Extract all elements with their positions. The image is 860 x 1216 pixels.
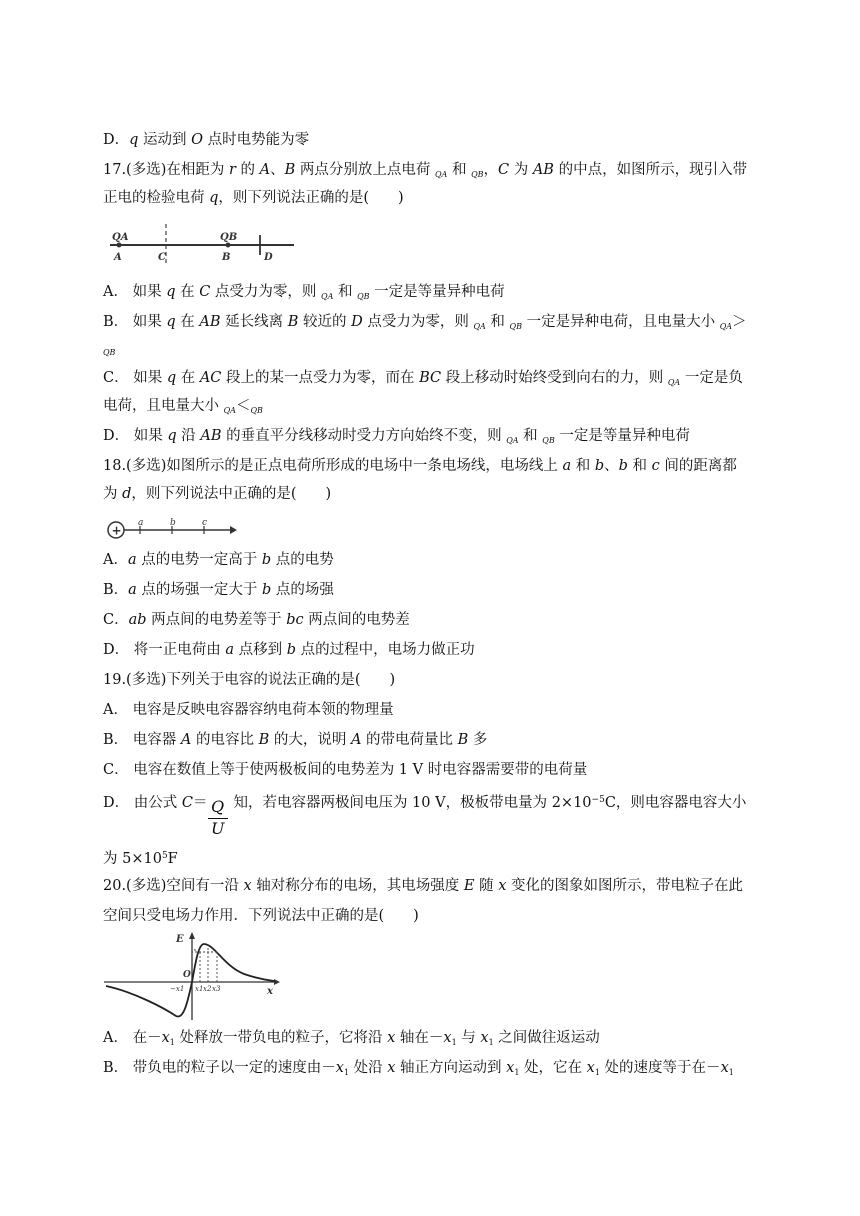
- text: 延长线离: [220, 314, 288, 330]
- text: 沿: [176, 428, 201, 444]
- text: D． 将一正电荷由: [103, 642, 226, 658]
- arrow-head-icon: [230, 526, 237, 534]
- text: q: [167, 428, 177, 444]
- text: 段上的某一点受力为零，而在: [221, 370, 420, 386]
- text: 随: [474, 878, 499, 894]
- text: B: [457, 732, 469, 748]
- question-20-line1: [103, 876, 743, 896]
- label-neg-x1: −x1: [170, 985, 185, 993]
- text: 知，若电容器两极间电压为 10 V，极板带电量为 2×10: [233, 795, 592, 811]
- label-x: x: [267, 986, 273, 997]
- figure-17: [108, 222, 298, 266]
- text: 电荷，且电量大小: [103, 398, 224, 414]
- text: AB: [199, 314, 221, 330]
- text: 正电的检验电荷: [103, 190, 210, 206]
- text: 处，它在: [519, 1060, 587, 1076]
- text: C: [199, 284, 211, 300]
- text: F: [167, 851, 178, 867]
- option-19c: [103, 760, 587, 780]
- text: 点受力为零，则: [210, 284, 322, 300]
- text: C． 如果: [103, 370, 167, 386]
- text: 点的场强: [271, 582, 334, 598]
- text: 较近的: [298, 314, 352, 330]
- text: 处沿: [349, 1060, 388, 1076]
- text: 一定是负: [680, 370, 743, 386]
- option-17c-cont: [103, 396, 263, 421]
- text: B: [258, 732, 270, 748]
- text: A: [350, 732, 362, 748]
- text: 为 5×10: [103, 851, 162, 867]
- text: 和: [518, 428, 543, 444]
- text: QA: [667, 378, 681, 387]
- text: 1: [728, 1068, 734, 1077]
- text: 轴对称分布的电场，其电场强度: [251, 878, 464, 894]
- text: QB: [471, 170, 484, 179]
- text: a: [225, 642, 234, 658]
- text: x: [335, 1060, 344, 1076]
- option-17b-cont: [103, 338, 115, 363]
- text: QB: [509, 322, 522, 331]
- text: c: [651, 458, 660, 474]
- text: 和: [447, 162, 472, 178]
- text: AB: [532, 162, 554, 178]
- label-d: D: [264, 252, 273, 263]
- text: q: [166, 370, 177, 386]
- text: 的带电荷量比: [361, 732, 458, 748]
- fraction-denominator: U: [211, 819, 225, 838]
- text: 处的速度等于在－: [599, 1060, 721, 1076]
- text: ＞: [732, 314, 747, 330]
- text: 1: [594, 1068, 600, 1077]
- text: 17.(多选)在相距为: [103, 162, 229, 178]
- text: 1: [488, 1038, 494, 1047]
- text: 一定是等量异种电荷: [554, 428, 690, 444]
- text: QA: [435, 170, 448, 179]
- option-20b: [103, 1058, 734, 1083]
- text: 运动到: [138, 132, 192, 148]
- option-20a: [103, 1028, 600, 1053]
- text: x: [243, 878, 252, 894]
- text: x: [387, 1060, 396, 1076]
- option-18a: [103, 550, 334, 570]
- text: O: [191, 132, 204, 148]
- text: 轴正方向运动到: [395, 1060, 507, 1076]
- text: B． 如果: [103, 314, 167, 330]
- text: 和: [571, 458, 595, 474]
- text: C．: [103, 612, 129, 628]
- text: AC: [199, 370, 222, 386]
- text: x: [443, 1030, 452, 1046]
- text: ，则下列说法中正确的是( ): [131, 486, 332, 502]
- label-a: A: [114, 252, 122, 263]
- text: x: [720, 1060, 729, 1076]
- text: q: [209, 190, 219, 206]
- text: 变化的图象如图所示，带电粒子在此: [506, 878, 743, 894]
- option-19d-cont: [103, 846, 178, 869]
- text: A．: [103, 552, 128, 568]
- text: A． 电容是反映电容器容纳电荷本领的物理量: [103, 702, 394, 718]
- option-17d: [103, 426, 690, 451]
- text: x: [387, 1030, 396, 1046]
- text: r: [228, 162, 236, 178]
- text: 19.(多选)下列关于电容的说法正确的是( ): [103, 672, 396, 688]
- label-c: c: [202, 518, 208, 528]
- figure-20: [104, 930, 280, 1022]
- text: QB: [357, 292, 370, 301]
- text: b: [286, 642, 297, 658]
- text: 在: [175, 314, 200, 330]
- text: 为: [509, 162, 533, 178]
- question-18-line2: [103, 484, 331, 504]
- text: b: [262, 582, 272, 598]
- text: 、: [604, 458, 619, 474]
- text: 点受力为零，则: [362, 314, 474, 330]
- option-19b: [103, 730, 487, 750]
- text: B． 电容器: [103, 732, 181, 748]
- text: ＝: [192, 795, 208, 811]
- text: x: [498, 878, 507, 894]
- text: 5: [161, 851, 168, 861]
- text: q: [166, 314, 176, 330]
- text: 段上移动时始终受到向右的力，则: [441, 370, 668, 386]
- text: 的垂直平分线移动时受力方向始终不变，则: [221, 428, 507, 444]
- option-18b: [103, 580, 334, 600]
- question-20-line2: [103, 906, 419, 926]
- text: x: [586, 1060, 595, 1076]
- text: D: [351, 314, 363, 330]
- option-18d: [103, 640, 475, 660]
- text: QB: [542, 436, 555, 445]
- text: 的中点，如图所示，现引入带: [553, 162, 748, 178]
- text: ，: [483, 162, 498, 178]
- fraction-numerator: Q: [211, 797, 225, 816]
- text: a: [562, 458, 572, 474]
- text: 多: [468, 732, 488, 748]
- text: 点的电势一定高于: [136, 552, 262, 568]
- text: A． 在－: [103, 1030, 162, 1046]
- label-a: a: [138, 518, 144, 528]
- text: ，则下列说法正确的是( ): [218, 190, 404, 206]
- label-o: O: [183, 970, 191, 980]
- label-x3: x3: [212, 985, 221, 993]
- text: AB: [200, 428, 222, 444]
- question-18-line1: [103, 456, 737, 476]
- text: 的大，说明: [269, 732, 351, 748]
- text: 20.(多选)空间有一沿: [103, 878, 244, 894]
- text: a: [127, 552, 137, 568]
- text: 之间做往返运动: [493, 1030, 600, 1046]
- text: x: [161, 1030, 170, 1046]
- field-curve: [106, 944, 274, 1017]
- text: C． 电容在数值上等于使两极板间的电势差为 1 V 时电容器需要带的电荷量: [103, 762, 588, 778]
- text: 点的电势: [271, 552, 334, 568]
- label-x1: x1: [195, 985, 204, 993]
- label-qb: QB: [220, 232, 238, 243]
- x-axis-arrow-icon: [274, 979, 280, 985]
- text: −5: [591, 795, 605, 805]
- charge-b-dot: [226, 243, 231, 248]
- text: b: [594, 458, 605, 474]
- option-16d: [103, 130, 309, 150]
- text: 在: [175, 284, 200, 300]
- text: x: [480, 1030, 489, 1046]
- text: 1: [343, 1068, 350, 1077]
- text: BC: [419, 370, 442, 386]
- label-x2: x2: [203, 985, 212, 993]
- text: 间的距离都: [659, 458, 737, 474]
- text: 和: [627, 458, 652, 474]
- text: QB: [250, 406, 263, 415]
- text: A． 如果: [103, 284, 167, 300]
- text: C: [181, 795, 193, 811]
- text: QA: [719, 322, 733, 331]
- text: ab: [128, 612, 147, 628]
- text: q: [166, 284, 176, 300]
- text: QB: [103, 348, 116, 357]
- text: C: [498, 162, 510, 178]
- text: QA: [321, 292, 334, 301]
- text: 两点间的电势差: [303, 612, 410, 628]
- text: bc: [286, 612, 304, 628]
- text: D． 如果: [103, 428, 168, 444]
- text: 、: [270, 162, 285, 178]
- text: q: [129, 132, 139, 148]
- text: 点移到: [234, 642, 287, 658]
- text: 和: [485, 314, 510, 330]
- text: E: [463, 878, 475, 894]
- option-17a: [103, 282, 505, 307]
- text: b: [261, 552, 272, 568]
- text: 与: [456, 1030, 481, 1046]
- label-qa: QA: [112, 232, 129, 243]
- text: 点的场强一定大于: [136, 582, 263, 598]
- text: B: [284, 162, 296, 178]
- label-c: C: [158, 252, 166, 263]
- text: 空间只受电场力作用．下列说法中正确的是( ): [103, 908, 419, 924]
- option-17c: [103, 368, 743, 393]
- question-17-line2: [103, 188, 404, 208]
- plus-sign: +: [111, 523, 122, 538]
- question-17-line1: [103, 160, 747, 185]
- text: B: [287, 314, 299, 330]
- text: ＜: [235, 398, 251, 414]
- text: A: [180, 732, 192, 748]
- text: 两点分别放上点电荷: [295, 162, 435, 178]
- label-e: E: [176, 934, 184, 945]
- text: A: [259, 162, 271, 178]
- text: 一定是等量异种电荷: [369, 284, 505, 300]
- text: C，则电容器电容大小: [604, 795, 747, 811]
- text: B． 带负电的粒子以一定的速度由－: [103, 1060, 336, 1076]
- text: 轴在－: [395, 1030, 444, 1046]
- option-18c: [103, 610, 410, 630]
- e-axis-arrow-icon: [189, 932, 195, 939]
- text: 点时电势能为零: [203, 132, 310, 148]
- question-19: [103, 670, 395, 690]
- text: 1: [169, 1038, 175, 1047]
- text: 一定是异种电荷，且电量大小: [521, 314, 720, 330]
- text: QA: [223, 406, 236, 415]
- text: 的: [235, 162, 260, 178]
- text: d: [122, 486, 132, 502]
- text: 点的过程中，电场力做正功: [296, 642, 475, 658]
- text: B．: [103, 582, 129, 598]
- text: D． 由公式: [103, 795, 182, 811]
- option-19d: [103, 790, 746, 813]
- text: QA: [506, 436, 519, 445]
- text: x: [506, 1060, 515, 1076]
- text: D．: [103, 132, 130, 148]
- text: 在: [176, 370, 200, 386]
- text: QA: [473, 322, 486, 331]
- charge-a-dot: [117, 243, 122, 248]
- label-b: B: [222, 252, 231, 263]
- option-19a: [103, 700, 394, 720]
- text: 和: [333, 284, 358, 300]
- text: a: [128, 582, 137, 598]
- text: b: [618, 458, 628, 474]
- label-b: b: [170, 518, 176, 528]
- text: 为: [103, 486, 123, 502]
- option-17b: [103, 312, 747, 337]
- text: 18.(多选)如图所示的是正点电荷所形成的电场中一条电场线，电场线上: [103, 458, 563, 474]
- text: 1: [451, 1038, 457, 1047]
- figure-18: [104, 516, 238, 542]
- text: 1: [514, 1068, 520, 1077]
- text: 两点间的电势差等于: [146, 612, 287, 628]
- text: 的电容比: [191, 732, 259, 748]
- text: 处释放一带负电的粒子，它将沿: [174, 1030, 388, 1046]
